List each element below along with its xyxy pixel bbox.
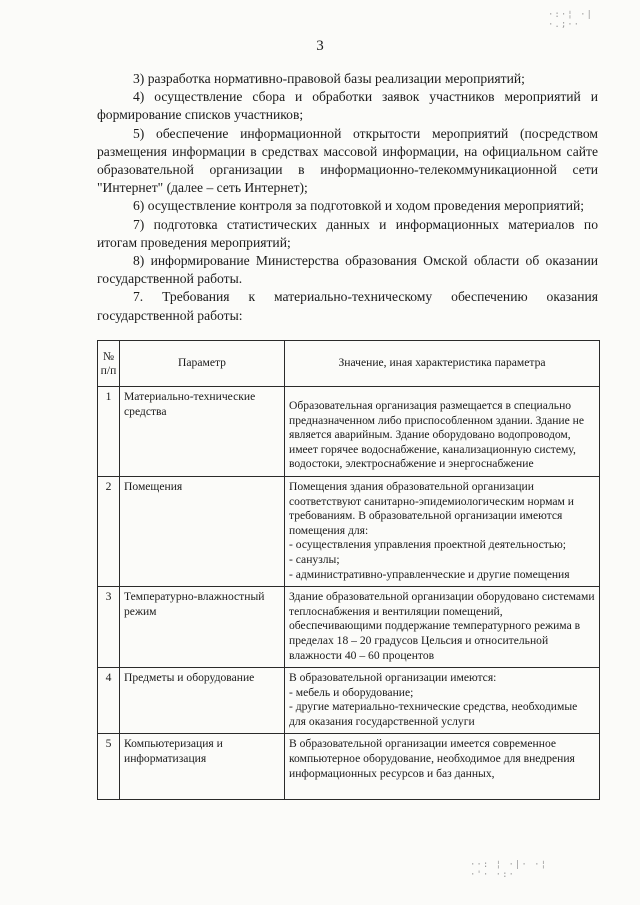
row-param: Температурно-влажностный режим	[120, 587, 285, 668]
scan-artifact-top: ·:·¦ ·| ·.;··	[548, 10, 593, 30]
table-row	[98, 668, 600, 734]
row-param: Компьютеризация и информатизация	[120, 734, 285, 800]
page-number: 3	[316, 38, 324, 54]
requirements-table	[97, 340, 600, 800]
header-num: № п/п	[98, 341, 120, 387]
row-value: Помещения здания образовательной организации соответствуют санитарно-эпидемиологическим нормам и требованиям. В образовательной организации имеются помещения для: - осуществления управления проектной деятельностью; - санузлы; - административно-управленческие и другие помещения	[285, 476, 600, 586]
paragraph: 8) информирование Министерства образования Омской области об оказании государственной работы.	[97, 253, 598, 287]
table-row	[98, 387, 600, 477]
table-row	[98, 734, 600, 800]
paragraph: 7. Требования к материально-техническому обеспечению оказания государственной работы:	[97, 289, 598, 323]
row-param: Предметы и оборудование	[120, 668, 285, 734]
scan-artifact-bottom: ··: ¦ ·|· ·¦ ·'· ·:·	[470, 860, 548, 880]
row-num: 4	[98, 668, 120, 734]
table-header-row	[98, 341, 600, 387]
paragraph: 3) разработка нормативно-правовой базы реализации мероприятий;	[133, 71, 525, 86]
table-row	[98, 587, 600, 668]
row-num: 2	[98, 476, 120, 586]
body-text	[97, 70, 598, 325]
row-value: В образовательной организации имеется современное компьютерное оборудование, необходимое для внедрения информационных ресурсов и баз данных,	[285, 734, 600, 800]
row-value: Образовательная организация размещается в специально предназначенном либо приспособленном здании. Здание не является аварийным. Здание оборудовано водопроводом, имеет горячее водоснабжение, канализационную систему, водостоки, электроснабжение и энергоснабжение	[285, 387, 600, 477]
paragraph: 6) осуществление контроля за подготовкой и ходом проведения мероприятий;	[133, 198, 585, 214]
row-num: 3	[98, 587, 120, 668]
row-value: В образовательной организации имеются: - мебель и оборудование; - другие материально-технические средства, необходимые для оказания государственной услуги	[285, 668, 600, 734]
row-param: Материально-технические средства	[120, 387, 285, 477]
row-num: 1	[98, 387, 120, 477]
table-row	[98, 476, 600, 586]
header-param: Параметр	[120, 341, 285, 387]
row-param: Помещения	[120, 476, 285, 586]
row-num: 5	[98, 734, 120, 800]
header-value: Значение, иная характеристика параметра	[285, 341, 600, 387]
paragraph: 5) обеспечение информационной открытости мероприятий (посредством размещения информации в средствах массовой информации, на официальном сайте образовательной организации в информационно-телекоммуникационной сети "Интернет" (далее – сеть Интернет);	[97, 125, 598, 196]
paragraph: 4) осуществление сбора и обработки заявок участников мероприятий и формирование списков участников;	[97, 89, 598, 123]
paragraph: 7) подготовка статистических данных и информационных материалов по итогам проведения мероприятий;	[97, 216, 598, 250]
row-value: Здание образовательной организации оборудовано системами теплоснабжения и вентиляции помещений, обеспечивающими поддержание температурного режима в пределах 18 – 20 градусов Цельсия и относительной влажности 40 – 60 процентов	[285, 587, 600, 668]
